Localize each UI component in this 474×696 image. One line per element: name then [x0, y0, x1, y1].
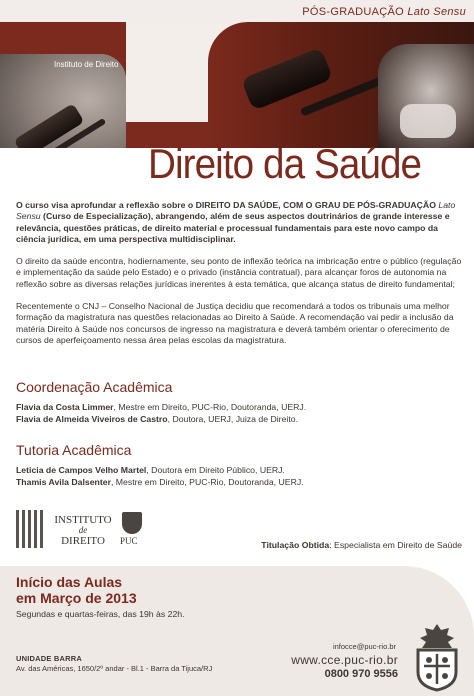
puc-logo-text: PUC — [120, 536, 138, 546]
intro-paragraph-2: O direito da saúde encontra, hodiernamente, seu ponto de inflexão teórica na imbricação entre o público (regulação e implementação da saúde pelo Estado) e o privado (instância contratual), para alcançar foros de autonomia na reflexão sobre as diversas relações jurídicas inerentes à esta temática, que alcança status de direito fundamental; — [16, 256, 462, 289]
instituto-direito-logo — [16, 508, 146, 552]
instituto-label: Instituto de Direito — [54, 60, 119, 69]
logo-instituto: INSTITUTO — [54, 514, 112, 526]
coordenador-1-name: Flavia da Costa Limmer — [16, 402, 114, 412]
surgeon-photo — [378, 44, 474, 148]
puc-logo — [118, 508, 146, 550]
coordenador-2-name: Flavia de Almeida Viveiros de Castro — [16, 414, 168, 424]
tutor-1-desc: , Doutora em Direito Público, UERJ. — [146, 465, 285, 475]
columns-icon — [16, 510, 46, 548]
logo-direito: DIREITO — [61, 535, 105, 547]
puc-shield-icon — [122, 512, 142, 534]
titulacao-label: Titulação Obtida — [261, 540, 330, 550]
tutor-2-name: Thamis Avila Dalsenter — [16, 477, 111, 487]
start-date-line-2: em Março de 2013 — [16, 590, 137, 606]
address: Av. das Américas, 1650/2º andar - Bl.1 - Barra da Tijuca/RJ — [16, 664, 213, 673]
start-date — [16, 574, 137, 606]
intro-p1-a: O curso visa aprofundar a reflexão sobre o DIREITO DA SAÚDE, COM O GRAU DE PÓS-GRADUAÇÃO — [16, 200, 439, 210]
course-description — [16, 200, 462, 357]
gavel-photo-right — [208, 22, 474, 148]
start-date-line-1: Início das Aulas — [16, 574, 123, 590]
tutoria-title: Tutoria Acadêmica — [16, 442, 132, 458]
intro-p1-c: (Curso de Especialização), abrangendo, além de seus aspectos doutrinários de grande interesse e relevância, questões práticas, de direito material e processual fundamentais para este novo campo da ciência jurídica, em uma perspectiva multidisciplinar. — [16, 211, 450, 244]
page-title: Direito da Saúde — [148, 140, 422, 187]
puc-seal-icon — [408, 622, 466, 692]
logo-de: de — [78, 525, 88, 535]
coordenador-1-desc: , Mestre em Direito, PUC-Rio, Doutoranda, UERJ. — [113, 402, 307, 412]
coordenador-2-desc: , Doutora, UERJ, Juiza de Direito. — [167, 414, 298, 424]
lato-sensu-label: Lato Sensu — [407, 6, 466, 18]
coordenador-1 — [16, 402, 306, 413]
titulacao — [261, 540, 462, 550]
intro-p1-b: Lato Sensu — [16, 200, 456, 222]
hero-banner — [0, 22, 474, 148]
pos-graduacao-label: PÓS-GRADUAÇÃO — [302, 6, 404, 18]
titulacao-value: : Especialista em Direito de Saúde — [329, 540, 462, 550]
instituto-logo-text — [52, 514, 114, 547]
tutor-2-desc: , Mestre em Direito, PUC-Rio, Doutoranda, UERJ. — [110, 477, 304, 487]
class-schedule: Segundas e quartas-feiras, das 19h às 22h. — [16, 609, 185, 619]
tutor-1 — [16, 465, 285, 476]
program-type — [302, 6, 466, 18]
website-link[interactable]: www.cce.puc-rio.br — [291, 653, 398, 667]
tutor-2 — [16, 477, 304, 488]
tutor-1-name: Leticia de Campos Velho Martel — [16, 465, 147, 475]
coordenacao-title: Coordenação Acadêmica — [16, 379, 173, 395]
email-link[interactable]: infocce@puc-rio.br — [332, 642, 396, 651]
phone-number: 0800 970 9556 — [324, 668, 398, 680]
unidade-label: UNIDADE BARRA — [16, 654, 82, 663]
intro-paragraph-3: Recentemente o CNJ – Conselho Nacional de Justiça decidiu que recomendará a todos os tribunais uma melhor formação da magistratura nas questões relacionadas ao Direito à Saúde. A recomendação vai pedir a inclusão da matéria Direito à Saúde nos concursos de ingresso na magistratura e deverá também orientar o oferecimento de cursos de aperfeiçoamento nessa área pelas escolas da magistratura. — [16, 301, 454, 345]
intro-paragraph-1 — [16, 200, 462, 245]
coordenador-2 — [16, 414, 298, 425]
